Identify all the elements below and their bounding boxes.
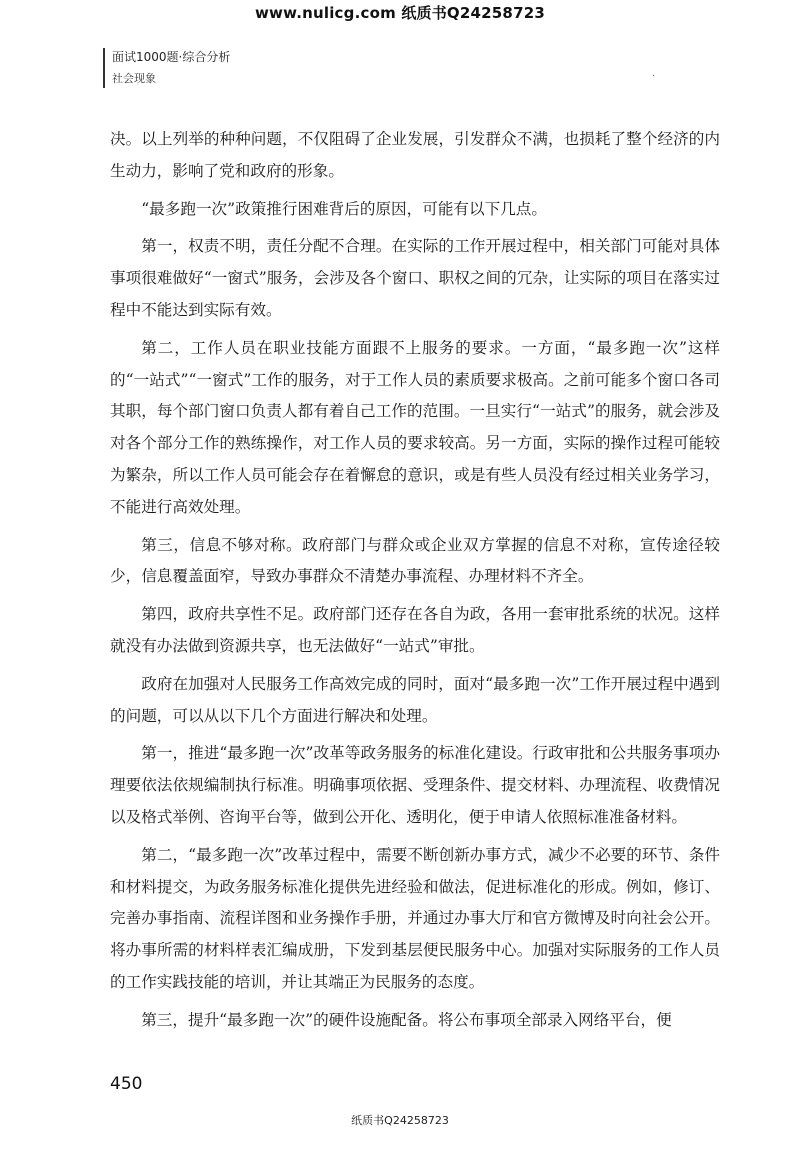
- paragraph: 决。以上列举的种种问题，不仅阻碍了企业发展，引发群众不满，也损耗了整个经济的内生动力，影响了党和政府的形象。: [110, 130, 720, 180]
- paragraph: 第二，“最多跑一次”改革过程中，需要不断创新办事方式，减少不必要的环节、条件和材料提交，为政务服务标准化提供先进经验和做法，促进标准化的形成。例如，修订、完善办事指南、流程详图和业务操作手册，并通过办事大厅和官方微博及时向社会公开。将办事所需的材料样表汇编成册，下发到基层便民服务中心。加强对实际服务的工作人员的工作实践技能的培训，并让其端正为民服务的态度。: [110, 845, 720, 991]
- page-content: [110, 124, 720, 1043]
- paragraph: 第一，权责不明，责任分配不合理。在实际的工作开展过程中，相关部门可能对具体事项很难做好“一窗式”服务，会涉及各个窗口、职权之间的冗杂，让实际的项目在落实过程中不能达到实际有效。: [110, 237, 720, 319]
- book-title: 面试1000题·综合分析: [112, 50, 231, 64]
- header-rule: [103, 48, 105, 88]
- paragraph: 第二，工作人员在职业技能方面跟不上服务的要求。一方面，“最多跑一次”这样的“一站式”“一窗式”工作的服务，对于工作人员的素质要求极高。之前可能多个窗口各司其职，每个部门窗口负责人都有着自己工作的范围。一旦实行“一站式”的服务，就会涉及对各个部分工作的熟练操作，对工作人员的要求较高。另一方面，实际的操作过程可能较为繁杂，所以工作人员可能会存在着懈怠的意识，或是有些人员没有经过相关业务学习，不能进行高效处理。: [110, 338, 720, 516]
- bottom-watermark: 纸质书Q24258723: [351, 1114, 449, 1127]
- paragraph: 第三，提升“最多跑一次”的硬件设施配备。将公布事项全部录入网络平台，便: [141, 1010, 672, 1029]
- header-dot: .: [652, 68, 656, 79]
- paragraph: 政府在加强对人民服务工作高效完成的同时，面对“最多跑一次”工作开展过程中遇到的问题，可以从以下几个方面进行解决和处理。: [110, 674, 720, 725]
- page-number: 450: [110, 1074, 143, 1094]
- paragraph: 第一，推进“最多跑一次”改革等政务服务的标准化建设。行政审批和公共服务事项办理要依法依规编制执行标准。明确事项依据、受理条件、提交材料、办理流程、收费情况以及格式举例、咨询平台等，做到公开化、透明化，便于申请人依照标准准备材料。: [110, 744, 720, 826]
- paragraph: “最多跑一次”政策推行困难背后的原因，可能有以下几点。: [141, 199, 547, 218]
- top-watermark: www.nulicg.com 纸质书Q24258723: [255, 4, 545, 22]
- paragraph: 第四，政府共享性不足。政府部门还存在各自为政，各用一套审批系统的状况。这样就没有办法做到资源共享，也无法做好“一站式”审批。: [110, 605, 720, 655]
- section-name: 社会现象: [112, 72, 156, 85]
- paragraph: 第三，信息不够对称。政府部门与群众或企业双方掌握的信息不对称，宣传途径较少，信息覆盖面窄，导致办事群众不清楚办事流程、办理材料不齐全。: [110, 535, 720, 586]
